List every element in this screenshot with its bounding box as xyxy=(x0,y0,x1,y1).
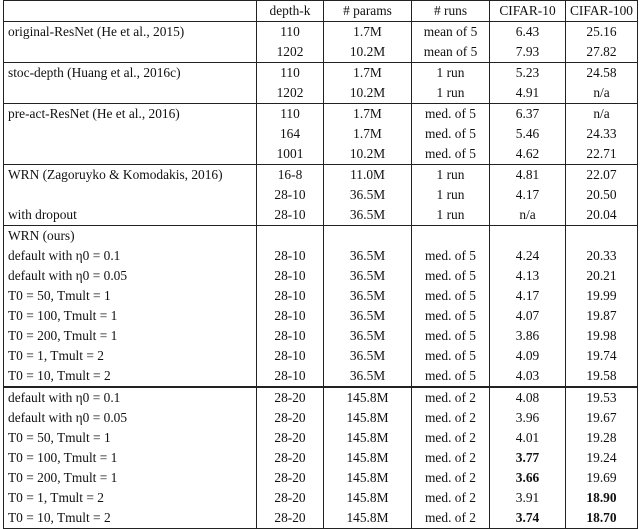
cell-cifar100: 24.58 xyxy=(566,63,638,84)
cell-method: stoc-depth (Huang et al., 2016c) xyxy=(4,63,257,84)
cell-cifar100: 19.67 xyxy=(566,408,638,428)
cell-cifar10: 3.77 xyxy=(490,448,566,468)
cell-cifar100: n/a xyxy=(566,104,638,125)
cell-runs: 1 run xyxy=(412,63,490,84)
cell-depth: 28-20 xyxy=(257,488,324,508)
cell-runs: 1 run xyxy=(412,185,490,205)
cell-params xyxy=(324,226,412,247)
cell-depth xyxy=(257,226,324,247)
header-params: # params xyxy=(324,1,412,22)
cell-depth: 1202 xyxy=(257,42,324,63)
cell-params: 36.5M xyxy=(324,366,412,387)
cell-cifar100: 19.53 xyxy=(566,387,638,408)
cell-cifar100 xyxy=(566,226,638,247)
results-table xyxy=(3,0,638,529)
cell-depth: 28-10 xyxy=(257,205,324,226)
cell-depth: 28-20 xyxy=(257,428,324,448)
cell-method: WRN (ours) xyxy=(4,226,257,247)
cell-cifar100: 20.33 xyxy=(566,246,638,266)
cell-runs: 1 run xyxy=(412,83,490,104)
table-row xyxy=(4,246,638,266)
cell-runs xyxy=(412,226,490,247)
cell-method: original-ResNet (He et al., 2015) xyxy=(4,22,257,43)
cell-runs: 1 run xyxy=(412,165,490,186)
cell-runs: med. of 5 xyxy=(412,286,490,306)
cell-cifar100: 24.33 xyxy=(566,124,638,144)
table-row xyxy=(4,83,638,104)
cell-cifar100: 19.99 xyxy=(566,286,638,306)
cell-method: T0 = 1, Tmult = 2 xyxy=(4,346,257,366)
cell-depth: 110 xyxy=(257,104,324,125)
table-row xyxy=(4,508,638,529)
cell-cifar10: 7.93 xyxy=(490,42,566,63)
cell-cifar100: 20.04 xyxy=(566,205,638,226)
cell-params: 145.8M xyxy=(324,508,412,529)
cell-method: T0 = 100, Tmult = 1 xyxy=(4,448,257,468)
cell-runs: med. of 5 xyxy=(412,346,490,366)
table-row xyxy=(4,104,638,125)
cell-depth: 28-10 xyxy=(257,246,324,266)
cell-method: T0 = 50, Tmult = 1 xyxy=(4,428,257,448)
cell-method: default with η0 = 0.05 xyxy=(4,408,257,428)
cell-cifar10: 4.62 xyxy=(490,144,566,165)
table-row xyxy=(4,488,638,508)
cell-depth: 164 xyxy=(257,124,324,144)
cell-params: 36.5M xyxy=(324,326,412,346)
cell-params: 36.5M xyxy=(324,306,412,326)
cell-runs: mean of 5 xyxy=(412,22,490,43)
cell-method xyxy=(4,83,257,104)
table-row xyxy=(4,286,638,306)
table-row xyxy=(4,63,638,84)
cell-cifar10: 3.96 xyxy=(490,408,566,428)
cell-cifar100: 18.70 xyxy=(566,508,638,529)
cell-cifar100: 25.16 xyxy=(566,22,638,43)
cell-params: 10.2M xyxy=(324,144,412,165)
cell-method: WRN (Zagoruyko & Komodakis, 2016) xyxy=(4,165,257,186)
cell-cifar10: 3.74 xyxy=(490,508,566,529)
cell-depth: 1001 xyxy=(257,144,324,165)
cell-runs: med. of 5 xyxy=(412,306,490,326)
table-row xyxy=(4,448,638,468)
cell-cifar100: 19.69 xyxy=(566,468,638,488)
cell-cifar10: 4.17 xyxy=(490,286,566,306)
cell-cifar100: 19.98 xyxy=(566,326,638,346)
cell-depth: 28-20 xyxy=(257,448,324,468)
cell-runs: med. of 5 xyxy=(412,266,490,286)
table-row xyxy=(4,22,638,43)
cell-params: 36.5M xyxy=(324,266,412,286)
cell-depth: 1202 xyxy=(257,83,324,104)
header-depth: depth-k xyxy=(257,1,324,22)
cell-cifar10: 4.08 xyxy=(490,387,566,408)
cell-depth: 110 xyxy=(257,22,324,43)
cell-params: 36.5M xyxy=(324,346,412,366)
cell-runs: med. of 5 xyxy=(412,144,490,165)
table-row xyxy=(4,42,638,63)
cell-runs: med. of 2 xyxy=(412,508,490,529)
cell-cifar100: 20.21 xyxy=(566,266,638,286)
cell-cifar10: 5.23 xyxy=(490,63,566,84)
cell-depth: 28-10 xyxy=(257,346,324,366)
cell-method xyxy=(4,42,257,63)
table-row xyxy=(4,205,638,226)
cell-runs: med. of 2 xyxy=(412,387,490,408)
cell-params: 1.7M xyxy=(324,22,412,43)
cell-runs: med. of 5 xyxy=(412,326,490,346)
table-row xyxy=(4,326,638,346)
cell-runs: med. of 5 xyxy=(412,246,490,266)
header-method xyxy=(4,1,257,22)
table-row xyxy=(4,408,638,428)
cell-cifar10: 4.09 xyxy=(490,346,566,366)
table-row xyxy=(4,468,638,488)
header-cifar100: CIFAR-100 xyxy=(566,1,638,22)
cell-cifar10: 3.91 xyxy=(490,488,566,508)
results-table-body xyxy=(4,1,638,529)
cell-method xyxy=(4,144,257,165)
cell-cifar10: 4.17 xyxy=(490,185,566,205)
cell-method: T0 = 1, Tmult = 2 xyxy=(4,488,257,508)
cell-depth: 110 xyxy=(257,63,324,84)
cell-params: 145.8M xyxy=(324,387,412,408)
cell-params: 36.5M xyxy=(324,246,412,266)
header-cifar10: CIFAR-10 xyxy=(490,1,566,22)
cell-cifar100: 19.74 xyxy=(566,346,638,366)
cell-depth: 28-10 xyxy=(257,286,324,306)
cell-params: 1.7M xyxy=(324,124,412,144)
cell-runs: med. of 2 xyxy=(412,468,490,488)
cell-cifar10: 4.91 xyxy=(490,83,566,104)
cell-runs: 1 run xyxy=(412,205,490,226)
cell-method: T0 = 10, Tmult = 2 xyxy=(4,508,257,529)
cell-depth: 28-10 xyxy=(257,266,324,286)
cell-params: 1.7M xyxy=(324,104,412,125)
cell-cifar10: 4.81 xyxy=(490,165,566,186)
table-row xyxy=(4,165,638,186)
cell-runs: med. of 5 xyxy=(412,124,490,144)
cell-runs: med. of 2 xyxy=(412,448,490,468)
cell-params: 145.8M xyxy=(324,468,412,488)
cell-method: default with η0 = 0.1 xyxy=(4,246,257,266)
cell-cifar10: 3.86 xyxy=(490,326,566,346)
cell-depth: 16-8 xyxy=(257,165,324,186)
cell-depth: 28-10 xyxy=(257,185,324,205)
cell-depth: 28-20 xyxy=(257,508,324,529)
cell-cifar10: 4.03 xyxy=(490,366,566,387)
cell-cifar10: 4.24 xyxy=(490,246,566,266)
cell-runs: med. of 2 xyxy=(412,408,490,428)
cell-cifar10: 4.13 xyxy=(490,266,566,286)
cell-method: T0 = 50, Tmult = 1 xyxy=(4,286,257,306)
cell-params: 36.5M xyxy=(324,286,412,306)
cell-runs: med. of 2 xyxy=(412,488,490,508)
cell-params: 36.5M xyxy=(324,185,412,205)
cell-method: T0 = 200, Tmult = 1 xyxy=(4,326,257,346)
cell-cifar100: 19.28 xyxy=(566,428,638,448)
cell-runs: med. of 5 xyxy=(412,366,490,387)
cell-method: with dropout xyxy=(4,205,257,226)
cell-params: 145.8M xyxy=(324,448,412,468)
table-row xyxy=(4,124,638,144)
cell-cifar100: 19.24 xyxy=(566,448,638,468)
cell-cifar100: 20.50 xyxy=(566,185,638,205)
cell-method xyxy=(4,185,257,205)
cell-params: 145.8M xyxy=(324,408,412,428)
cell-method: pre-act-ResNet (He et al., 2016) xyxy=(4,104,257,125)
table-row xyxy=(4,185,638,205)
cell-depth: 28-10 xyxy=(257,366,324,387)
cell-cifar100: 22.07 xyxy=(566,165,638,186)
cell-depth: 28-10 xyxy=(257,326,324,346)
cell-cifar100: 18.90 xyxy=(566,488,638,508)
cell-method: T0 = 10, Tmult = 2 xyxy=(4,366,257,387)
table-row xyxy=(4,387,638,408)
cell-params: 10.2M xyxy=(324,42,412,63)
cell-params: 11.0M xyxy=(324,165,412,186)
cell-depth: 28-20 xyxy=(257,468,324,488)
cell-cifar10: 4.07 xyxy=(490,306,566,326)
cell-cifar10 xyxy=(490,226,566,247)
cell-cifar100: 19.87 xyxy=(566,306,638,326)
cell-cifar10: n/a xyxy=(490,205,566,226)
header-row xyxy=(4,1,638,22)
cell-runs: med. of 2 xyxy=(412,428,490,448)
cell-params: 145.8M xyxy=(324,428,412,448)
cell-cifar100: 22.71 xyxy=(566,144,638,165)
cell-method: default with η0 = 0.05 xyxy=(4,266,257,286)
cell-cifar100: n/a xyxy=(566,83,638,104)
cell-cifar100: 27.82 xyxy=(566,42,638,63)
cell-depth: 28-20 xyxy=(257,387,324,408)
cell-params: 145.8M xyxy=(324,488,412,508)
cell-method: T0 = 100, Tmult = 1 xyxy=(4,306,257,326)
cell-cifar10: 4.01 xyxy=(490,428,566,448)
cell-params: 10.2M xyxy=(324,83,412,104)
table-row xyxy=(4,346,638,366)
cell-method: default with η0 = 0.1 xyxy=(4,387,257,408)
cell-runs: med. of 5 xyxy=(412,104,490,125)
header-runs: # runs xyxy=(412,1,490,22)
table-row xyxy=(4,144,638,165)
cell-depth: 28-10 xyxy=(257,306,324,326)
table-row xyxy=(4,428,638,448)
cell-cifar10: 3.66 xyxy=(490,468,566,488)
table-row xyxy=(4,366,638,387)
cell-method xyxy=(4,124,257,144)
cell-params: 36.5M xyxy=(324,205,412,226)
cell-depth: 28-20 xyxy=(257,408,324,428)
table-row xyxy=(4,226,638,247)
cell-method: T0 = 200, Tmult = 1 xyxy=(4,468,257,488)
cell-cifar10: 6.43 xyxy=(490,22,566,43)
table-row xyxy=(4,266,638,286)
table-row xyxy=(4,306,638,326)
cell-cifar10: 5.46 xyxy=(490,124,566,144)
cell-cifar100: 19.58 xyxy=(566,366,638,387)
cell-runs: mean of 5 xyxy=(412,42,490,63)
cell-params: 1.7M xyxy=(324,63,412,84)
cell-cifar10: 6.37 xyxy=(490,104,566,125)
